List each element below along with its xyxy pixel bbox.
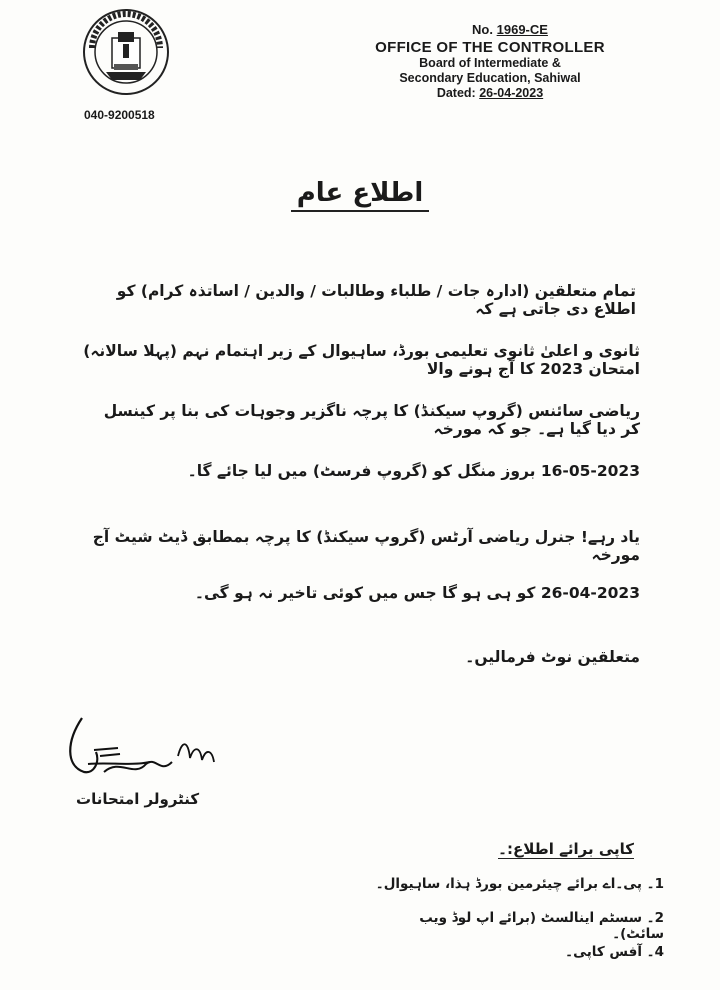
notice-title: اطلاع عام xyxy=(0,178,720,208)
notice-line-3: ریاضی سائنس (گروپ سیکنڈ) کا پرچہ ناگزیر وجوہات کی بنا پر کینسل کر دیا گیا ہے۔ جو کہ مورخہ xyxy=(103,402,640,438)
notice-line-1: تمام متعلقین (ادارہ جات / طلباء وطالبات / والدین / اساتذہ کرام) کو اطلاع دی جاتی ہے کہ xyxy=(116,282,636,318)
copy-for-information-heading: کاپی برائے اطلاع:۔ xyxy=(498,840,634,858)
notice-line-4: 16-05-2023 بروز منگل کو (گروپ فرسٹ) میں لیا جائے گا۔ xyxy=(187,462,640,480)
phone-number: 040-9200518 xyxy=(84,108,155,122)
copy-item-1: 1۔ پی۔اے برائے چیئرمین بورڈ ہذا، ساہیوال۔ xyxy=(375,876,664,892)
copy-item-2: 2۔ سسٹم اینالسٹ (برائے اپ لوڈ ویب سائٹ)۔ xyxy=(419,910,664,942)
notice-line-7: متعلقین نوٹ فرمالیں۔ xyxy=(465,648,640,666)
board-name-line2: Secondary Education, Sahiwal xyxy=(399,71,581,85)
letterhead xyxy=(340,22,640,100)
office-title: OFFICE OF THE CONTROLLER xyxy=(375,39,605,56)
handwritten-signature xyxy=(60,712,230,792)
copy-item-3: 4۔ آفس کاپی۔ xyxy=(565,944,664,960)
dated: Dated: 26-04-2023 xyxy=(436,86,544,100)
dated-value: 26-04-2023 xyxy=(479,86,544,100)
board-logo-emblem xyxy=(82,8,170,96)
notice-line-6: 26-04-2023 کو ہی ہو گا جس میں کوئی تاخیر نہ ہو گی۔ xyxy=(194,584,640,602)
controller-designation: کنٹرولر امتحانات xyxy=(76,790,200,808)
board-name-line1: Board of Intermediate & xyxy=(419,56,561,70)
reference-number: No. 1969-CE xyxy=(472,22,548,37)
notice-line-5: یاد رہے! جنرل ریاضی آرٹس (گروپ سیکنڈ) کا پرچہ بمطابق ڈیٹ شیٹ آج مورخہ xyxy=(92,528,640,564)
notice-line-2: ثانوی و اعلیٰ ثانوی تعلیمی بورڈ، ساہیوال کے زیر اہتمام نہم (پہلا سالانہ) امتحان 2023 کا آج ہونے والا xyxy=(83,342,640,378)
reference-number-value: 1969-CE xyxy=(496,22,548,37)
